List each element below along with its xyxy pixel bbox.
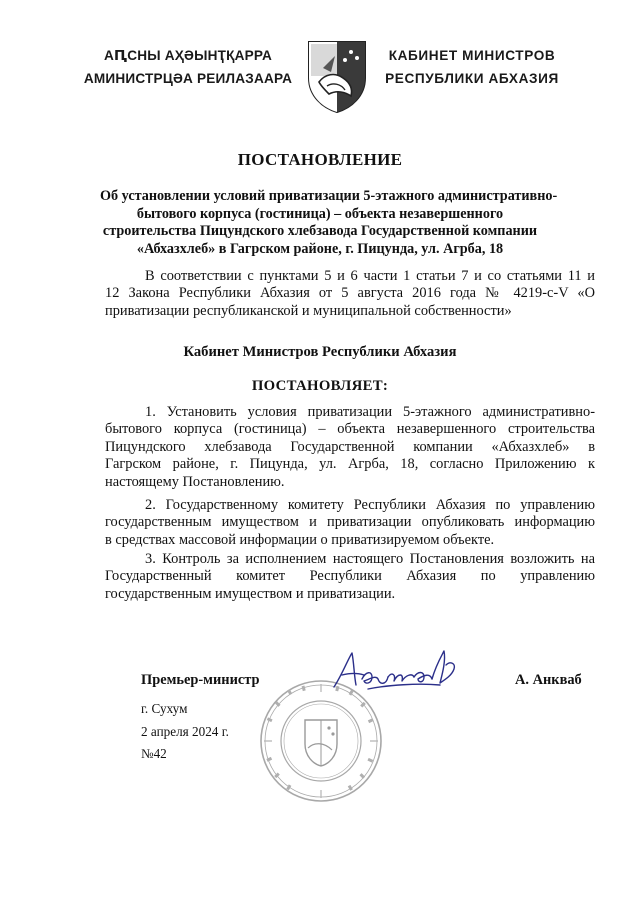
paragraph-line: в средствах массовой информации о приватизируемом объекте. — [105, 531, 495, 548]
decree-item-1 — [105, 404, 595, 491]
subject-line: Об установлении условий приватизации 5-этажного административно- — [100, 188, 558, 204]
decree-heading: ПОСТАНОВЛЯЕТ: — [251, 378, 389, 394]
paragraph-line: Гагрском районе, г. Пицунда, ул. Агрба, 18, согласно Приложению к — [105, 456, 595, 473]
header-right-line1: КАБИНЕТ МИНИСТРОВ — [388, 48, 556, 63]
handwritten-signature-icon — [328, 645, 464, 699]
preamble-paragraph — [105, 268, 595, 320]
paragraph-line: Государственный комитет Республики Абхазия по управлению — [105, 568, 595, 585]
paragraph-line: бытового корпуса (гостиница) – объекта незавершенного строительства — [105, 421, 595, 438]
paragraph-line: 1. Установить условия приватизации 5-этажного административно- — [145, 404, 595, 420]
header-right-line2: РЕСПУБЛИКИ АБХАЗИЯ — [385, 71, 559, 86]
paragraph-line: 2. Государственному комитету Республики Абхазия по управлению — [145, 497, 595, 513]
subject-line: бытового корпуса (гостиница) – объекта незавершенного — [136, 205, 504, 222]
decree-item-3 — [105, 551, 595, 603]
document-title: ПОСТАНОВЛЕНИЕ — [237, 150, 403, 169]
document-place: г. Сухум — [141, 701, 188, 716]
document-number: №42 — [141, 746, 167, 761]
header-left-line2: АМИНИСТРЦӘА РЕИЛАЗААРА — [83, 71, 293, 86]
header-left-line1: АԤСНЫ АҲӘЫНҬҚАРРА — [104, 48, 272, 63]
document-date: 2 апреля 2024 г. — [141, 724, 229, 739]
paragraph-line: 12 Закона Республики Абхазия от 5 августа 2016 года № 4219-с-V «О — [105, 285, 595, 302]
header-right-title — [370, 44, 574, 90]
paragraph-line: В соответствии с пунктами 5 и 6 части 1 статьи 7 и со статьями 11 и — [145, 268, 595, 284]
subject-line: строительства Пицундского хлебзавода Государственной компании — [102, 223, 538, 239]
paragraph-line: 3. Контроль за исполнением настоящего Постановления возложить на — [145, 551, 595, 567]
signatory-role: Премьер-министр — [141, 672, 260, 688]
issuing-body: Кабинет Министров Республики Абхазия — [183, 344, 457, 360]
decree-item-2 — [105, 497, 595, 549]
paragraph-line: Пицундского хлебзавода Государственной компании «Абхазхлеб» в — [105, 438, 595, 455]
signatory-name: А. Анкваб — [515, 672, 582, 688]
paragraph-line: настоящему Постановлению. — [105, 473, 285, 490]
paragraph-line: государственным имуществом и приватизации. — [105, 585, 396, 602]
header-left-title — [80, 44, 296, 90]
subject-line: «Абхазхлеб» в Гагрском районе, г. Пицунда, ул. Агрба, 18 — [136, 240, 504, 257]
paragraph-line: приватизации республиканской и муниципальной собственности» — [105, 302, 512, 319]
paragraph-line: государственным имуществом и приватизации опубликовать информацию — [105, 514, 595, 531]
coat-of-arms-icon — [305, 38, 369, 114]
document-subject — [100, 188, 558, 258]
